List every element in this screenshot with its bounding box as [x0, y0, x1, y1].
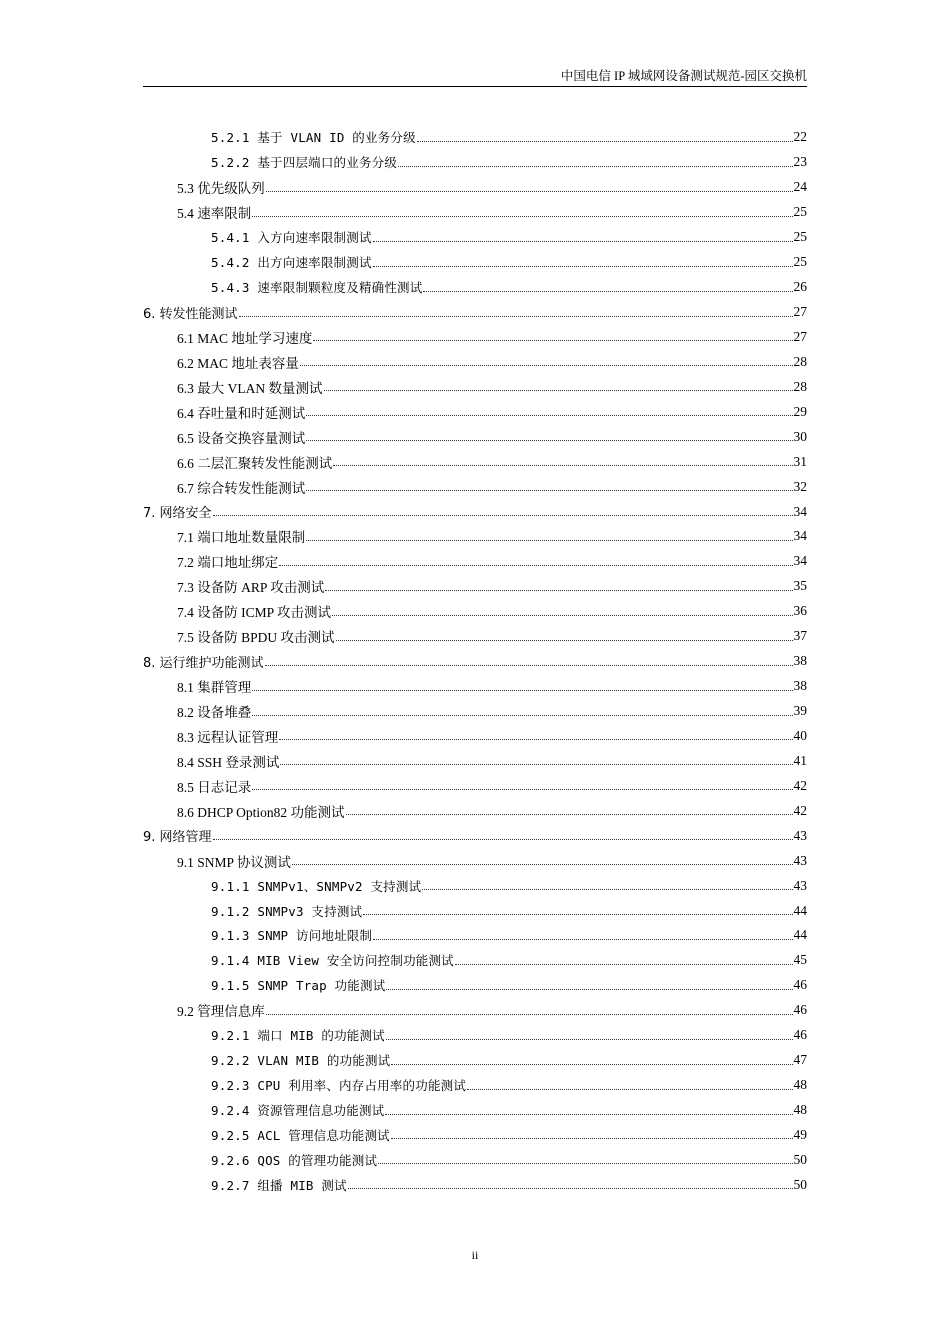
toc-dot-leader [306, 415, 792, 416]
toc-entry[interactable] [143, 1023, 807, 1048]
toc-entry[interactable] [143, 798, 807, 823]
toc-entry-title: 9.1.5 SNMP Trap 功能测试 [211, 978, 386, 994]
toc-entry-page: 34 [793, 503, 807, 519]
toc-dot-leader [306, 490, 792, 491]
toc-entry-page: 44 [793, 902, 807, 918]
toc-dot-leader [252, 715, 792, 716]
toc-entry[interactable] [143, 424, 807, 449]
toc-dot-leader [292, 864, 793, 865]
toc-entry[interactable] [143, 1048, 807, 1073]
toc-entry[interactable] [143, 1147, 807, 1172]
toc-entry-page: 28 [793, 353, 807, 369]
toc-entry-title: 7. 网络安全 [143, 506, 212, 522]
toc-entry-title: 8.5 日志记录 [177, 779, 252, 795]
toc-entry[interactable] [143, 823, 807, 848]
toc-entry-page: 48 [793, 1102, 807, 1118]
toc-entry[interactable] [143, 325, 807, 350]
toc-dot-leader [252, 789, 792, 790]
toc-dot-leader [363, 914, 792, 915]
table-of-contents [143, 125, 807, 1197]
toc-entry[interactable] [143, 1123, 807, 1148]
toc-entry-title: 7.3 设备防 ARP 攻击测试 [177, 580, 325, 596]
toc-entry-title: 7.2 端口地址绑定 [177, 555, 279, 571]
toc-entry-title: 6.7 综合转发性能测试 [177, 480, 306, 496]
toc-dot-leader [279, 739, 792, 740]
toc-entry[interactable] [143, 674, 807, 699]
toc-entry-title: 9.2.4 资源管理信息功能测试 [211, 1103, 385, 1119]
toc-dot-leader [279, 565, 792, 566]
toc-dot-leader [398, 166, 792, 167]
toc-entry-page: 32 [793, 478, 807, 494]
toc-entry-title: 9.2.7 组播 MIB 测试 [211, 1177, 347, 1193]
toc-entry[interactable] [143, 549, 807, 574]
toc-entry[interactable] [143, 225, 807, 250]
toc-entry[interactable] [143, 250, 807, 275]
toc-dot-leader [373, 241, 793, 242]
toc-entry-page: 23 [793, 154, 807, 170]
toc-dot-leader [423, 291, 792, 292]
toc-entry[interactable] [143, 399, 807, 424]
toc-entry[interactable] [143, 1098, 807, 1123]
toc-entry[interactable] [143, 175, 807, 200]
toc-dot-leader [378, 1163, 792, 1164]
toc-entry[interactable] [143, 973, 807, 998]
toc-entry[interactable] [143, 150, 807, 175]
toc-entry-title: 6. 转发性能测试 [143, 306, 238, 322]
toc-entry[interactable] [143, 724, 807, 749]
toc-entry[interactable] [143, 998, 807, 1023]
toc-dot-leader [252, 216, 792, 217]
toc-dot-leader [266, 1014, 793, 1015]
toc-entry-page: 27 [793, 328, 807, 344]
toc-entry-title: 9.2.3 CPU 利用率、内存占用率的功能测试 [211, 1078, 467, 1094]
toc-entry-page: 48 [793, 1077, 807, 1093]
toc-dot-leader [265, 665, 793, 666]
toc-entry-title: 5.4.3 速率限制颗粒度及精确性测试 [211, 280, 423, 296]
toc-entry-title: 8.2 设备堆叠 [177, 705, 252, 721]
toc-entry-title: 9.2 管理信息库 [177, 1004, 265, 1020]
toc-entry-page: 25 [793, 229, 807, 245]
toc-entry-page: 26 [793, 279, 807, 295]
toc-entry-title: 8.3 远程认证管理 [177, 729, 279, 745]
toc-dot-leader [239, 316, 793, 317]
toc-entry-title: 9.1.3 SNMP 访问地址限制 [211, 928, 373, 944]
toc-entry-title: 6.3 最大 VLAN 数量测试 [177, 380, 323, 396]
toc-entry-title: 6.1 MAC 地址学习速度 [177, 330, 313, 346]
toc-entry[interactable] [143, 300, 807, 325]
toc-dot-leader [280, 764, 792, 765]
toc-entry[interactable] [143, 873, 807, 898]
toc-entry-page: 38 [793, 678, 807, 694]
toc-dot-leader [336, 640, 793, 641]
toc-entry[interactable] [143, 125, 807, 150]
toc-entry[interactable] [143, 349, 807, 374]
toc-entry-title: 6.6 二层汇聚转发性能测试 [177, 455, 333, 471]
toc-entry-page: 34 [793, 528, 807, 544]
toc-entry-page: 29 [793, 403, 807, 419]
toc-entry-page: 50 [793, 1176, 807, 1192]
toc-entry-page: 47 [793, 1052, 807, 1068]
toc-entry-page: 43 [793, 877, 807, 893]
toc-dot-leader [213, 515, 793, 516]
toc-entry[interactable] [143, 524, 807, 549]
toc-entry-page: 30 [793, 428, 807, 444]
toc-dot-leader [252, 690, 792, 691]
toc-entry-page: 46 [793, 1027, 807, 1043]
toc-entry-title: 9.1.1 SNMPv1、SNMPv2 支持测试 [211, 878, 422, 894]
toc-dot-leader [313, 340, 792, 341]
toc-dot-leader [386, 1039, 793, 1040]
toc-entry[interactable] [143, 773, 807, 798]
toc-dot-leader [325, 590, 792, 591]
page-number: ii [471, 1248, 479, 1262]
toc-entry-title: 7.4 设备防 ICMP 攻击测试 [177, 605, 332, 621]
toc-dot-leader [213, 839, 793, 840]
toc-entry-title: 9.1 SNMP 协议测试 [177, 854, 291, 870]
toc-dot-leader [422, 889, 792, 890]
toc-entry-title: 9.2.5 ACL 管理信息功能测试 [211, 1127, 390, 1143]
toc-dot-leader [266, 191, 793, 192]
toc-dot-leader [324, 390, 793, 391]
toc-entry-page: 39 [793, 703, 807, 719]
toc-entry-title: 5.4.1 入方向速率限制测试 [211, 230, 372, 246]
toc-entry[interactable] [143, 1073, 807, 1098]
toc-entry-page: 25 [793, 254, 807, 270]
toc-dot-leader [306, 440, 792, 441]
toc-entry[interactable] [143, 649, 807, 674]
toc-entry[interactable] [143, 1172, 807, 1197]
page-header [143, 62, 807, 87]
toc-entry-page: 44 [793, 927, 807, 943]
toc-dot-leader [346, 814, 793, 815]
toc-entry-title: 9.2.2 VLAN MIB 的功能测试 [211, 1053, 391, 1069]
toc-dot-leader [455, 964, 793, 965]
toc-entry[interactable] [143, 923, 807, 948]
toc-dot-leader [333, 465, 792, 466]
toc-entry-title: 5.3 优先级队列 [177, 181, 265, 197]
toc-dot-leader [385, 1114, 792, 1115]
toc-entry-title: 5.2.1 基于 VLAN ID 的业务分级 [211, 130, 416, 146]
toc-entry-page: 41 [793, 752, 807, 768]
toc-entry-page: 24 [793, 179, 807, 195]
toc-dot-leader [467, 1089, 792, 1090]
toc-entry-page: 43 [793, 852, 807, 868]
toc-entry-title: 7.1 端口地址数量限制 [177, 530, 306, 546]
toc-entry-title: 9.2.6 QOS 的管理功能测试 [211, 1152, 378, 1168]
toc-dot-leader [386, 989, 792, 990]
toc-entry[interactable] [143, 748, 807, 773]
toc-entry-page: 38 [793, 653, 807, 669]
toc-entry[interactable] [143, 948, 807, 973]
toc-entry-page: 28 [793, 378, 807, 394]
toc-entry-page: 46 [793, 1002, 807, 1018]
toc-dot-leader [373, 939, 792, 940]
toc-entry-title: 8.4 SSH 登录测试 [177, 754, 280, 770]
toc-entry-page: 49 [793, 1126, 807, 1142]
toc-entry-page: 50 [793, 1151, 807, 1167]
toc-entry[interactable] [143, 499, 807, 524]
toc-entry-page: 40 [793, 727, 807, 743]
toc-entry-title: 9.1.4 MIB View 安全访问控制功能测试 [211, 953, 454, 969]
toc-entry-title: 6.5 设备交换容量测试 [177, 430, 306, 446]
toc-dot-leader [306, 540, 792, 541]
toc-entry[interactable] [143, 898, 807, 923]
toc-entry[interactable] [143, 574, 807, 599]
toc-entry-title: 5.4 速率限制 [177, 206, 252, 222]
toc-dot-leader [332, 615, 792, 616]
toc-entry-page: 42 [793, 777, 807, 793]
toc-entry-title: 5.2.2 基于四层端口的业务分级 [211, 155, 398, 171]
toc-entry[interactable] [143, 200, 807, 225]
toc-entry-page: 36 [793, 603, 807, 619]
toc-entry[interactable] [143, 474, 807, 499]
toc-entry-title: 9. 网络管理 [143, 830, 212, 846]
toc-entry[interactable] [143, 275, 807, 300]
toc-dot-leader [300, 365, 793, 366]
toc-entry-title: 8.6 DHCP Option82 功能测试 [177, 804, 345, 820]
toc-entry[interactable] [143, 374, 807, 399]
toc-dot-leader [348, 1188, 793, 1189]
toc-entry[interactable] [143, 624, 807, 649]
toc-dot-leader [373, 266, 793, 267]
toc-entry-title: 9.1.2 SNMPv3 支持测试 [211, 903, 363, 919]
toc-entry-page: 22 [793, 129, 807, 145]
toc-entry-title: 6.4 吞吐量和时延测试 [177, 405, 306, 421]
toc-entry[interactable] [143, 699, 807, 724]
toc-entry-title: 6.2 MAC 地址表容量 [177, 355, 299, 371]
toc-entry[interactable] [143, 599, 807, 624]
toc-entry-title: 7.5 设备防 BPDU 攻击测试 [177, 630, 335, 646]
toc-entry-page: 35 [793, 578, 807, 594]
toc-entry-title: 8.1 集群管理 [177, 680, 252, 696]
toc-dot-leader [417, 141, 793, 142]
toc-entry-page: 43 [793, 827, 807, 843]
toc-entry-title: 8. 运行维护功能测试 [143, 655, 264, 671]
toc-entry[interactable] [143, 848, 807, 873]
toc-dot-leader [391, 1138, 793, 1139]
toc-entry-page: 31 [793, 453, 807, 469]
toc-entry-page: 27 [793, 304, 807, 320]
toc-entry-page: 37 [793, 628, 807, 644]
header-title: 中国电信 IP 城域网设备测试规范-园区交换机 [560, 69, 807, 83]
toc-entry-page: 45 [793, 952, 807, 968]
toc-entry-page: 42 [793, 802, 807, 818]
toc-entry-page: 34 [793, 553, 807, 569]
toc-entry-title: 5.4.2 出方向速率限制测试 [211, 255, 372, 271]
toc-entry-title: 9.2.1 端口 MIB 的功能测试 [211, 1028, 385, 1044]
toc-entry-page: 25 [793, 204, 807, 220]
toc-entry[interactable] [143, 449, 807, 474]
toc-entry-page: 46 [793, 977, 807, 993]
toc-dot-leader [391, 1064, 792, 1065]
